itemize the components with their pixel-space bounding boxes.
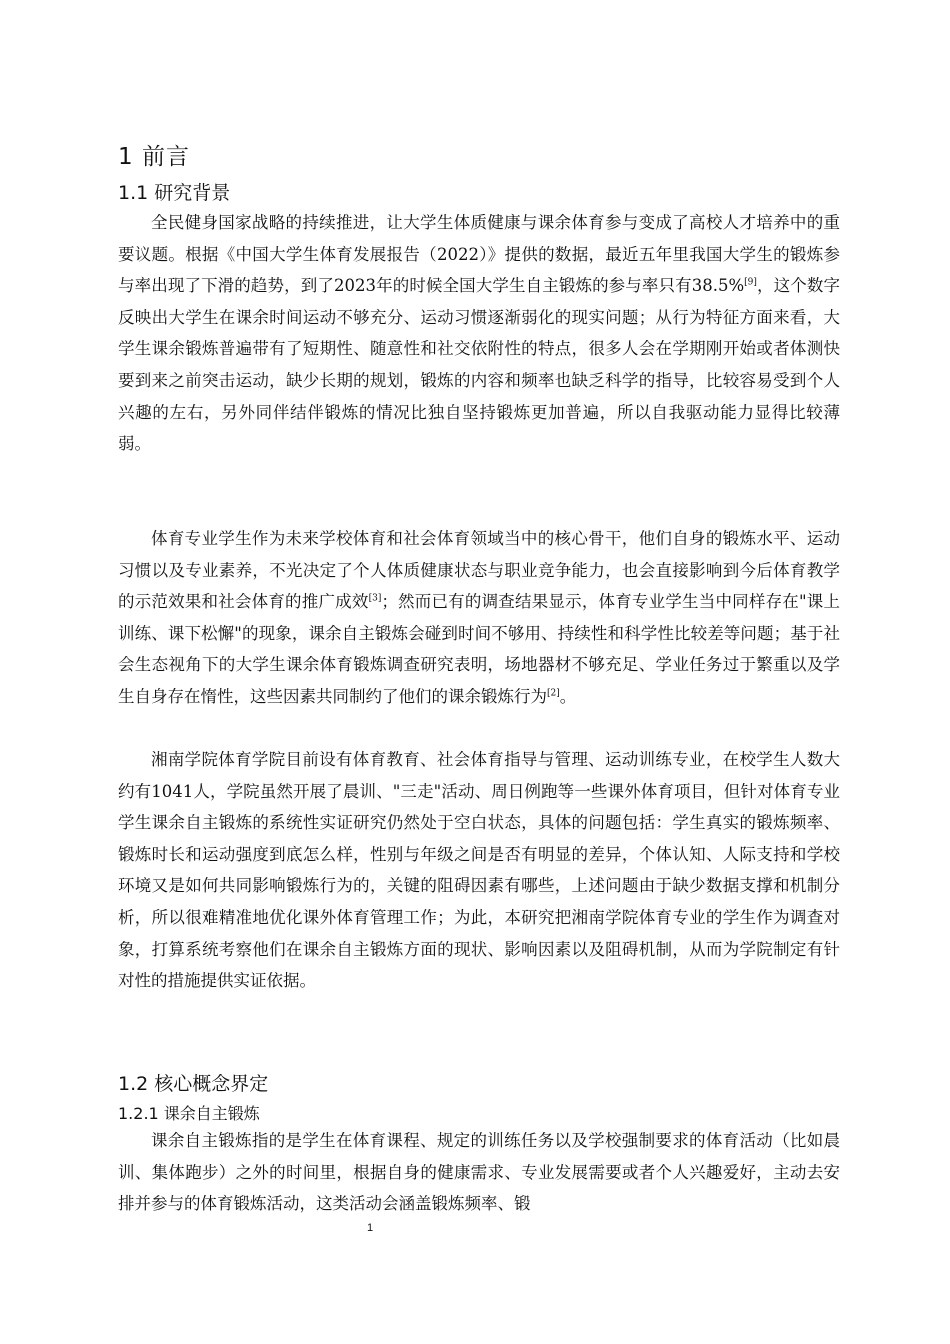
section-heading-1-2: 1.2 核心概念界定 bbox=[118, 1073, 269, 1095]
paragraph-2-text-a: 体育专业学生作为未来学校体育和社会体育领域当中的核心骨干，他们自身的锻炼水平、运动习惯以及专业素养，不光决定了个人体质健康状态与职业竞争能力，也会直接影响到今后体育教学的示范效果和社会体育的推广成效 bbox=[118, 529, 840, 612]
paragraph-1-text-b: ，这个数字反映出大学生在课余时间运动不够充分、运动习惯逐渐弱化的现实问题；从行为特征方面来看，大学生课余锻炼普遍带有了短期性、随意性和社交依附性的特点，很多人会在学期刚开始或者体测快要到来之前突击运动，缺少长期的规划，锻炼的内容和频率也缺乏科学的指导，比较容易受到个人兴趣的左右，另外同伴结伴锻炼的情况比独自坚持锻炼更加普遍，所以自我驱动能力显得比较薄弱。 bbox=[118, 276, 840, 454]
citation-ref: [2] bbox=[547, 688, 560, 699]
paragraph-3: 湘南学院体育学院目前设有体育教育、社会体育指导与管理、运动训练专业，在校学生人数大约有1041人，学院虽然开展了晨训、"三走"活动、周日例跑等一些课外体育项目，但针对体育专业学生课余自主锻炼的系统性实证研究仍然处于空白状态，具体的问题包括：学生真实的锻炼频率、锻炼时长和运动强度到底怎么样，性别与年级之间是否有明显的差异，个体认知、人际支持和学校环境又是如何共同影响锻炼行为的，关键的阻碍因素有哪些，上述问题由于缺少数据支撑和机制分析，所以很难精准地优化课外体育管理工作；为此，本研究把湘南学院体育专业的学生作为调查对象，打算系统考察他们在课余自主锻炼方面的现状、影响因素以及阻碍机制，从而为学院制定有针对性的措施提供实证依据。 bbox=[118, 750, 840, 991]
page-number: 1 bbox=[366, 1222, 374, 1234]
section-heading-1-1: 1.1 研究背景 bbox=[118, 182, 231, 204]
paragraph-2 bbox=[118, 523, 840, 713]
subsection-heading-1-2-1: 1.2.1 课余自主锻炼 bbox=[118, 1104, 260, 1123]
chapter-heading: 1 前言 bbox=[118, 144, 190, 170]
paragraph-1-text-a: 全民健身国家战略的持续推进，让大学生体质健康与课余体育参与变成了高校人才培养中的重要议题。根据《中国大学生体育发展报告（2022）》提供的数据，最近五年里我国大学生的锻炼参与率出现了下滑的趋势，到了2023年的时候全国大学生自主锻炼的参与率只有38.5% bbox=[118, 213, 840, 296]
paragraph-2-text-c: 。 bbox=[559, 686, 577, 706]
paragraph-1 bbox=[118, 207, 840, 460]
citation-ref: [3] bbox=[368, 593, 382, 604]
paragraph-4: 课余自主锻炼指的是学生在体育课程、规定的训练任务以及学校强制要求的体育活动（比如晨训、集体跑步）之外的时间里，根据自身的健康需求、专业发展需要或者个人兴趣爱好，主动去安排并参与的体育锻炼活动，这类活动会涵盖锻炼频率、锻 bbox=[118, 1131, 840, 1214]
paragraph-2-text-b: ；然而已有的调查结果显示，体育专业学生当中同样存在"课上训练、课下松懈"的现象，课余自主锻炼会碰到时间不够用、持续性和科学性比较差等问题；基于社会生态视角下的大学生课余体育锻炼调查研究表明，场地器材不够充足、学业任务过于繁重以及学生自身存在惰性，这些因素共同制约了他们的课余锻炼行为 bbox=[118, 592, 840, 706]
citation-ref: [9] bbox=[744, 277, 757, 288]
